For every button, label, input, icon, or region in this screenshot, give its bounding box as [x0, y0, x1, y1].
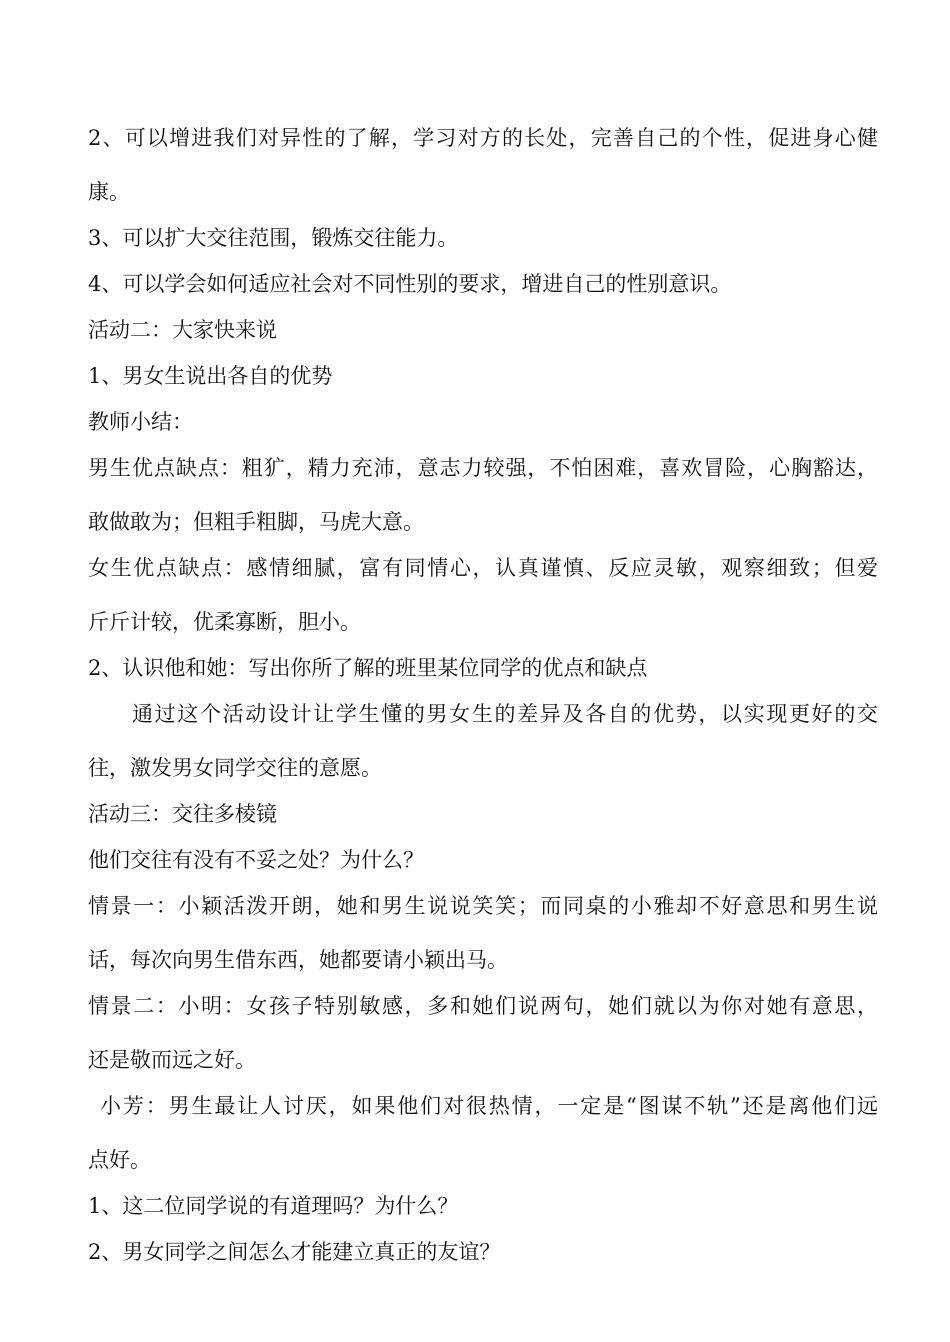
- line-text: 斤斤计较，优柔寡断，胆小。: [88, 610, 361, 634]
- paragraph-line: [88, 1140, 878, 1186]
- line-text: 还是敬而远之好。: [88, 1048, 256, 1072]
- paragraph-line: [88, 502, 878, 548]
- line-text: 活动三：交往多棱镜: [88, 802, 277, 826]
- line-text: 4、可以学会如何适应社会对不同性别的要求，增进自己的性别意识。: [88, 272, 732, 296]
- line-text: 往，激发男女同学交往的意愿。: [88, 756, 382, 780]
- paragraph-line: [88, 840, 878, 886]
- line-text: 1、男女生说出各自的优势: [88, 364, 333, 388]
- line-text: 康。: [88, 180, 130, 204]
- paragraph-line: [88, 548, 878, 602]
- line-text: 1、这二位同学说的有道理吗？为什么？: [88, 1194, 459, 1218]
- paragraph-line: [88, 694, 878, 748]
- line-text: 2、可以增进我们对异性的了解，学习对方的长处，完善自己的个性，促进身心健: [88, 126, 878, 150]
- paragraph-line: [88, 886, 878, 940]
- paragraph-line: [88, 940, 878, 986]
- line-text: 他们交往有没有不妥之处？为什么？: [88, 848, 424, 872]
- line-text: 2、男女同学之间怎么才能建立真正的友谊？: [88, 1240, 501, 1264]
- paragraph-line: [88, 448, 878, 502]
- paragraph-line: [88, 748, 878, 794]
- paragraph-line: [88, 402, 878, 448]
- line-text: 情景一：小颖活泼开朗，她和男生说说笑笑；而同桌的小雅却不好意思和男生说: [88, 894, 878, 918]
- paragraph-line: [88, 1086, 878, 1140]
- section-heading: [88, 310, 878, 356]
- line-text: 小芳：男生最让人讨厌，如果他们对很热情，一定是“图谋不轨”还是离他们远: [100, 1094, 878, 1118]
- line-text: 话，每次向男生借东西，她都要请小颖出马。: [88, 948, 508, 972]
- paragraph-line: [88, 218, 878, 264]
- paragraph-line: [88, 118, 878, 172]
- paragraph-line: [88, 172, 878, 218]
- document-page: [88, 118, 878, 1278]
- paragraph-line: [88, 264, 878, 310]
- paragraph-line: [88, 602, 878, 648]
- paragraph-line: [88, 1186, 878, 1232]
- line-text: 男生优点缺点：粗犷，精力充沛，意志力较强，不怕困难，喜欢冒险，心胸豁达，: [88, 456, 878, 480]
- paragraph-line: [88, 648, 878, 694]
- paragraph-line: [88, 986, 878, 1040]
- line-text: 通过这个活动设计让学生懂的男女生的差异及各自的优势，以实现更好的交: [132, 702, 878, 726]
- line-text: 情景二：小明：女孩子特别敏感，多和她们说两句，她们就以为你对她有意思，: [88, 994, 878, 1018]
- paragraph-line: [88, 356, 878, 402]
- line-text: 点好。: [88, 1148, 151, 1172]
- line-text: 2、认识他和她：写出你所了解的班里某位同学的优点和缺点: [88, 656, 648, 680]
- line-text: 女生优点缺点：感情细腻，富有同情心，认真谨慎、反应灵敏，观察细致；但爱: [88, 556, 878, 580]
- line-text: 3、可以扩大交往范围，锻炼交往能力。: [88, 226, 459, 250]
- line-text: 敢做敢为；但粗手粗脚，马虎大意。: [88, 510, 424, 534]
- paragraph-line: [88, 1232, 878, 1278]
- line-text: 教师小结：: [88, 410, 193, 434]
- paragraph-line: [88, 1040, 878, 1086]
- line-text: 活动二：大家快来说: [88, 318, 277, 342]
- section-heading: [88, 794, 878, 840]
